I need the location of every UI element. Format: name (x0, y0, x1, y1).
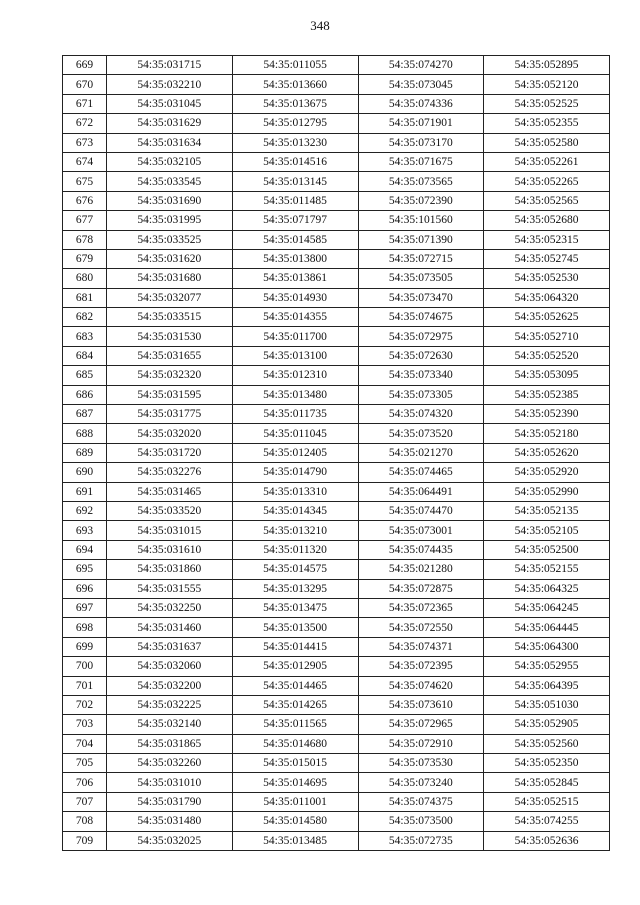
cadastral-code-cell: 54:35:074336 (358, 94, 484, 113)
row-number-cell: 705 (63, 754, 107, 773)
page-number: 348 (310, 18, 330, 33)
table-row (63, 114, 610, 133)
row-number-cell: 673 (63, 133, 107, 152)
cadastral-code-cell: 54:35:073565 (358, 172, 484, 191)
cadastral-code-cell: 54:35:032077 (107, 288, 233, 307)
cadastral-code-cell: 54:35:073530 (358, 754, 484, 773)
cadastral-code-cell: 54:35:074620 (358, 676, 484, 695)
table-row (63, 463, 610, 482)
cadastral-code-cell: 54:35:032260 (107, 754, 233, 773)
table-row (63, 501, 610, 520)
table-row (63, 540, 610, 559)
cadastral-code-cell: 54:35:052390 (484, 405, 610, 424)
cadastral-code-cell: 54:35:014585 (232, 230, 358, 249)
cadastral-code-cell: 54:35:071901 (358, 114, 484, 133)
cadastral-code-cell: 54:35:013100 (232, 346, 358, 365)
cadastral-code-cell: 54:35:013480 (232, 385, 358, 404)
cadastral-code-cell: 54:35:013675 (232, 94, 358, 113)
cadastral-code-cell: 54:35:052620 (484, 443, 610, 462)
cadastral-code-cell: 54:35:073170 (358, 133, 484, 152)
row-number-cell: 693 (63, 521, 107, 540)
row-number-cell: 685 (63, 366, 107, 385)
row-number-cell: 695 (63, 560, 107, 579)
cadastral-code-cell: 54:35:052920 (484, 463, 610, 482)
cadastral-code-cell: 54:35:011045 (232, 424, 358, 443)
cadastral-code-cell: 54:35:052135 (484, 501, 610, 520)
cadastral-code-cell: 54:35:013310 (232, 482, 358, 501)
cadastral-code-cell: 54:35:073240 (358, 773, 484, 792)
row-number-cell: 677 (63, 211, 107, 230)
cadastral-code-cell: 54:35:074435 (358, 540, 484, 559)
cadastral-code-cell: 54:35:064245 (484, 598, 610, 617)
cadastral-code-cell: 54:35:074255 (484, 812, 610, 831)
cadastral-code-cell: 54:35:011565 (232, 715, 358, 734)
row-number-cell: 708 (63, 812, 107, 831)
cadastral-code-cell: 54:35:072395 (358, 657, 484, 676)
cadastral-code-cell: 54:35:013295 (232, 579, 358, 598)
cadastral-code-cell: 54:35:031480 (107, 812, 233, 831)
cadastral-code-cell: 54:35:073045 (358, 75, 484, 94)
cadastral-code-cell: 54:35:071797 (232, 211, 358, 230)
cadastral-code-cell: 54:35:073610 (358, 695, 484, 714)
table-row (63, 443, 610, 462)
row-number-cell: 692 (63, 501, 107, 520)
table-row (63, 482, 610, 501)
cadastral-code-cell: 54:35:064395 (484, 676, 610, 695)
cadastral-code-cell: 54:35:074270 (358, 56, 484, 75)
table-row (63, 560, 610, 579)
cadastral-code-cell: 54:35:014930 (232, 288, 358, 307)
cadastral-code-cell: 54:35:031775 (107, 405, 233, 424)
cadastral-code-cell: 54:35:052155 (484, 560, 610, 579)
row-number-cell: 703 (63, 715, 107, 734)
row-number-cell: 680 (63, 269, 107, 288)
table-row (63, 385, 610, 404)
cadastral-code-cell: 54:35:031629 (107, 114, 233, 133)
table-row (63, 94, 610, 113)
cadastral-code-cell: 54:35:052990 (484, 482, 610, 501)
row-number-cell: 697 (63, 598, 107, 617)
cadastral-code-cell: 54:35:013800 (232, 249, 358, 268)
cadastral-code-cell: 54:35:032105 (107, 152, 233, 171)
table-row (63, 579, 610, 598)
table-row (63, 521, 610, 540)
table-row (63, 327, 610, 346)
cadastral-code-cell: 54:35:013210 (232, 521, 358, 540)
cadastral-code-cell: 54:35:072975 (358, 327, 484, 346)
cadastral-code-cell: 54:35:021270 (358, 443, 484, 462)
table-row (63, 831, 610, 850)
row-number-cell: 698 (63, 618, 107, 637)
cadastral-code-cell: 54:35:031634 (107, 133, 233, 152)
cadastral-code-cell: 54:35:032140 (107, 715, 233, 734)
row-number-cell: 670 (63, 75, 107, 94)
cadastral-code-cell: 54:35:011001 (232, 792, 358, 811)
table-row (63, 191, 610, 210)
cadastral-code-cell: 54:35:031045 (107, 94, 233, 113)
table-row (63, 269, 610, 288)
row-number-cell: 671 (63, 94, 107, 113)
cadastral-code-cell: 54:35:074320 (358, 405, 484, 424)
cadastral-code-cell: 54:35:052636 (484, 831, 610, 850)
row-number-cell: 704 (63, 734, 107, 753)
table-row (63, 75, 610, 94)
cadastral-code-cell: 54:35:031465 (107, 482, 233, 501)
cadastral-code-cell: 54:35:031555 (107, 579, 233, 598)
cadastral-code-cell: 54:35:052515 (484, 792, 610, 811)
cadastral-code-cell: 54:35:032060 (107, 657, 233, 676)
cadastral-code-cell: 54:35:072390 (358, 191, 484, 210)
table-row (63, 754, 610, 773)
cadastral-code-cell: 54:35:052955 (484, 657, 610, 676)
row-number-cell: 701 (63, 676, 107, 695)
cadastral-code-cell: 54:35:052680 (484, 211, 610, 230)
cadastral-code-cell: 54:35:033520 (107, 501, 233, 520)
cadastral-code-cell: 54:35:052120 (484, 75, 610, 94)
cadastral-code-cell: 54:35:071390 (358, 230, 484, 249)
table-row (63, 812, 610, 831)
cadastral-code-cell: 54:35:012795 (232, 114, 358, 133)
cadastral-code-cell: 54:35:074675 (358, 308, 484, 327)
row-number-cell: 679 (63, 249, 107, 268)
row-number-cell: 688 (63, 424, 107, 443)
cadastral-code-cell: 54:35:014575 (232, 560, 358, 579)
row-number-cell: 706 (63, 773, 107, 792)
table-row (63, 56, 610, 75)
cadastral-code-cell: 54:35:031595 (107, 385, 233, 404)
cadastral-code-cell: 54:35:071675 (358, 152, 484, 171)
cadastral-code-cell: 54:35:074465 (358, 463, 484, 482)
cadastral-code-cell: 54:35:052895 (484, 56, 610, 75)
cadastral-code-cell: 54:35:013145 (232, 172, 358, 191)
cadastral-code-cell: 54:35:101560 (358, 211, 484, 230)
cadastral-code-cell: 54:35:012310 (232, 366, 358, 385)
table-row (63, 249, 610, 268)
cadastral-code-cell: 54:35:013485 (232, 831, 358, 850)
cadastral-code-cell: 54:35:052845 (484, 773, 610, 792)
cadastral-code-cell: 54:35:072550 (358, 618, 484, 637)
table-row (63, 734, 610, 753)
cadastral-code-cell: 54:35:052105 (484, 521, 610, 540)
cadastral-code-cell: 54:35:073305 (358, 385, 484, 404)
row-number-cell: 702 (63, 695, 107, 714)
cadastral-code-cell: 54:35:064325 (484, 579, 610, 598)
cadastral-code-cell: 54:35:031715 (107, 56, 233, 75)
table-body (63, 56, 610, 851)
cadastral-code-cell: 54:35:031680 (107, 269, 233, 288)
cadastral-code-cell: 54:35:031610 (107, 540, 233, 559)
cadastral-code-cell: 54:35:014580 (232, 812, 358, 831)
row-number-cell: 674 (63, 152, 107, 171)
cadastral-code-cell: 54:35:072630 (358, 346, 484, 365)
cadastral-code-cell: 54:35:073001 (358, 521, 484, 540)
row-number-cell: 707 (63, 792, 107, 811)
cadastral-code-cell: 54:35:074371 (358, 637, 484, 656)
cadastral-code-cell: 54:35:052520 (484, 346, 610, 365)
cadastral-code-cell: 54:35:014465 (232, 676, 358, 695)
cadastral-code-cell: 54:35:074375 (358, 792, 484, 811)
row-number-cell: 687 (63, 405, 107, 424)
table-row (63, 211, 610, 230)
table-row (63, 133, 610, 152)
cadastral-code-cell: 54:35:032276 (107, 463, 233, 482)
cadastral-code-cell: 54:35:052530 (484, 269, 610, 288)
cadastral-code-cell: 54:35:031790 (107, 792, 233, 811)
cadastral-code-cell: 54:35:064445 (484, 618, 610, 637)
cadastral-code-cell: 54:35:073340 (358, 366, 484, 385)
row-number-cell: 682 (63, 308, 107, 327)
cadastral-code-cell: 54:35:052261 (484, 152, 610, 171)
table-row (63, 346, 610, 365)
cadastral-code-cell: 54:35:052355 (484, 114, 610, 133)
row-number-cell: 669 (63, 56, 107, 75)
cadastral-code-cell: 54:35:011055 (232, 56, 358, 75)
cadastral-code-cell: 54:35:032020 (107, 424, 233, 443)
cadastral-code-cell: 54:35:013861 (232, 269, 358, 288)
cadastral-code-cell: 54:35:052180 (484, 424, 610, 443)
cadastral-code-cell: 54:35:021280 (358, 560, 484, 579)
row-number-cell: 691 (63, 482, 107, 501)
cadastral-code-cell: 54:35:014345 (232, 501, 358, 520)
row-number-cell: 700 (63, 657, 107, 676)
cadastral-code-cell: 54:35:031655 (107, 346, 233, 365)
cadastral-code-cell: 54:35:011320 (232, 540, 358, 559)
row-number-cell: 675 (63, 172, 107, 191)
cadastral-code-cell: 54:35:032320 (107, 366, 233, 385)
cadastral-code-cell: 54:35:012905 (232, 657, 358, 676)
cadastral-code-cell: 54:35:014680 (232, 734, 358, 753)
cadastral-code-cell: 54:35:072735 (358, 831, 484, 850)
cadastral-code-cell: 54:35:031620 (107, 249, 233, 268)
cadastral-code-cell: 54:35:014790 (232, 463, 358, 482)
cadastral-code-cell: 54:35:013660 (232, 75, 358, 94)
cadastral-code-cell: 54:35:072715 (358, 249, 484, 268)
table-row (63, 618, 610, 637)
cadastral-code-cell: 54:35:012405 (232, 443, 358, 462)
cadastral-code-cell: 54:35:033525 (107, 230, 233, 249)
cadastral-code-cell: 54:35:011735 (232, 405, 358, 424)
table-row (63, 366, 610, 385)
table-row (63, 657, 610, 676)
table-row (63, 676, 610, 695)
cadastral-code-cell: 54:35:052500 (484, 540, 610, 559)
cadastral-code-cell: 54:35:032025 (107, 831, 233, 850)
cadastral-code-cell: 54:35:073500 (358, 812, 484, 831)
cadastral-code-cell: 54:35:052350 (484, 754, 610, 773)
cadastral-code-cell: 54:35:051030 (484, 695, 610, 714)
cadastral-code-cell: 54:35:014695 (232, 773, 358, 792)
cadastral-code-cell: 54:35:032250 (107, 598, 233, 617)
cadastral-code-cell: 54:35:072365 (358, 598, 484, 617)
cadastral-code-cell: 54:35:073505 (358, 269, 484, 288)
row-number-cell: 683 (63, 327, 107, 346)
cadastral-code-cell: 54:35:013500 (232, 618, 358, 637)
cadastral-code-cell: 54:35:032210 (107, 75, 233, 94)
table-row (63, 288, 610, 307)
table-row (63, 773, 610, 792)
row-number-cell: 694 (63, 540, 107, 559)
cadastral-code-cell: 54:35:032225 (107, 695, 233, 714)
cadastral-code-cell: 54:35:014355 (232, 308, 358, 327)
table-row (63, 424, 610, 443)
row-number-cell: 678 (63, 230, 107, 249)
table-row (63, 230, 610, 249)
row-number-cell: 681 (63, 288, 107, 307)
cadastral-code-cell: 54:35:014415 (232, 637, 358, 656)
row-number-cell: 699 (63, 637, 107, 656)
cadastral-code-cell: 54:35:052560 (484, 734, 610, 753)
cadastral-code-cell: 54:35:052745 (484, 249, 610, 268)
cadastral-code-cell: 54:35:072965 (358, 715, 484, 734)
row-number-cell: 709 (63, 831, 107, 850)
cadastral-code-cell: 54:35:052565 (484, 191, 610, 210)
cadastral-code-cell: 54:35:052905 (484, 715, 610, 734)
cadastral-code-cell: 54:35:052580 (484, 133, 610, 152)
cadastral-codes-table (62, 55, 610, 851)
cadastral-code-cell: 54:35:074470 (358, 501, 484, 520)
table-row (63, 715, 610, 734)
table-row (63, 695, 610, 714)
row-number-cell: 689 (63, 443, 107, 462)
cadastral-code-cell: 54:35:031995 (107, 211, 233, 230)
cadastral-code-cell: 54:35:052625 (484, 308, 610, 327)
cadastral-code-cell: 54:35:064320 (484, 288, 610, 307)
table-row (63, 792, 610, 811)
cadastral-code-cell: 54:35:031460 (107, 618, 233, 637)
cadastral-code-cell: 54:35:031530 (107, 327, 233, 346)
row-number-cell: 690 (63, 463, 107, 482)
cadastral-code-cell: 54:35:052710 (484, 327, 610, 346)
cadastral-code-cell: 54:35:031015 (107, 521, 233, 540)
table-row (63, 637, 610, 656)
cadastral-code-cell: 54:35:013475 (232, 598, 358, 617)
cadastral-code-cell: 54:35:052315 (484, 230, 610, 249)
table-row (63, 152, 610, 171)
cadastral-code-cell: 54:35:014516 (232, 152, 358, 171)
cadastral-code-cell: 54:35:032200 (107, 676, 233, 695)
cadastral-code-cell: 54:35:073520 (358, 424, 484, 443)
cadastral-code-cell: 54:35:064300 (484, 637, 610, 656)
table-row (63, 308, 610, 327)
row-number-cell: 672 (63, 114, 107, 133)
cadastral-code-cell: 54:35:064491 (358, 482, 484, 501)
table-row (63, 405, 610, 424)
cadastral-code-cell: 54:35:015015 (232, 754, 358, 773)
cadastral-code-cell: 54:35:014265 (232, 695, 358, 714)
table-row (63, 172, 610, 191)
cadastral-code-cell: 54:35:011700 (232, 327, 358, 346)
cadastral-code-cell: 54:35:031690 (107, 191, 233, 210)
cadastral-code-cell: 54:35:013230 (232, 133, 358, 152)
cadastral-code-cell: 54:35:031637 (107, 637, 233, 656)
cadastral-code-cell: 54:35:033515 (107, 308, 233, 327)
cadastral-code-cell: 54:35:031865 (107, 734, 233, 753)
cadastral-code-cell: 54:35:053095 (484, 366, 610, 385)
cadastral-code-cell: 54:35:052525 (484, 94, 610, 113)
cadastral-code-cell: 54:35:031720 (107, 443, 233, 462)
row-number-cell: 676 (63, 191, 107, 210)
cadastral-code-cell: 54:35:072875 (358, 579, 484, 598)
row-number-cell: 684 (63, 346, 107, 365)
cadastral-code-cell: 54:35:052265 (484, 172, 610, 191)
table-row (63, 598, 610, 617)
cadastral-code-cell: 54:35:031860 (107, 560, 233, 579)
cadastral-code-cell: 54:35:073470 (358, 288, 484, 307)
cadastral-code-cell: 54:35:072910 (358, 734, 484, 753)
row-number-cell: 686 (63, 385, 107, 404)
row-number-cell: 696 (63, 579, 107, 598)
cadastral-code-cell: 54:35:033545 (107, 172, 233, 191)
cadastral-code-cell: 54:35:052385 (484, 385, 610, 404)
cadastral-code-cell: 54:35:031010 (107, 773, 233, 792)
cadastral-code-cell: 54:35:011485 (232, 191, 358, 210)
